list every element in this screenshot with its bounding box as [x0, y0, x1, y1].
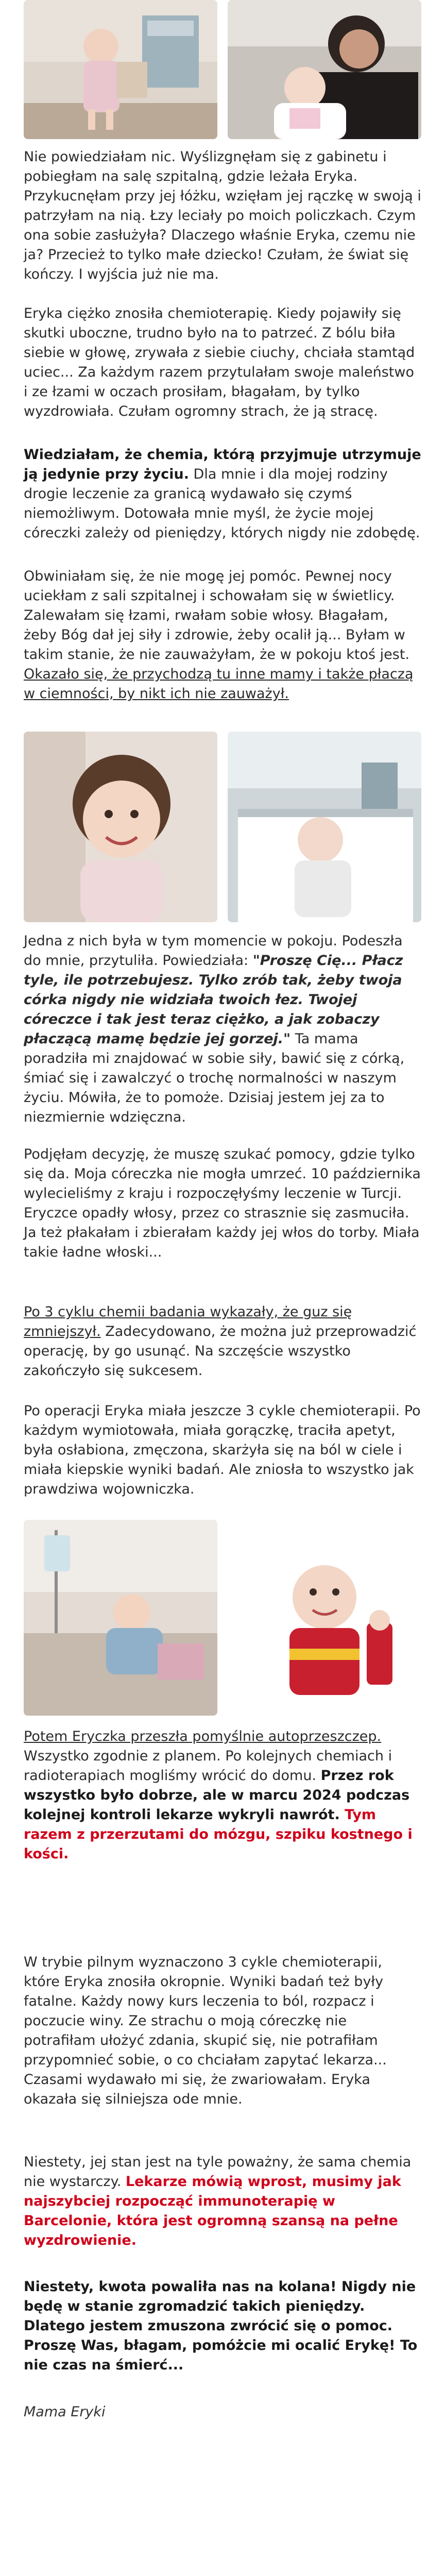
- photo-smiling-child: [24, 732, 217, 922]
- photo-child-with-iv: [24, 1520, 217, 1716]
- paragraph-4-link[interactable]: Okazało się, że przychodzą tu inne mamy i także płaczą w ciemności, by nikt ich nie zauważył.: [24, 666, 414, 702]
- photo-row-3: [24, 1520, 421, 1716]
- paragraph-6: [24, 1145, 421, 1262]
- paragraph-6-text: Podjęłam decyzję, że muszę szukać pomocy, gdzie tylko się da. Moja córeczka nie mogła umrzeć. 10 października wylecieliśmy z kraju i rozpoczęłyśmy leczenie w Turcji. Eryczce opadły włosy, przez co strasznie się zasmuciła. Ja też płakałam i zbierałam każdy jej włos do torby. Miała takie ładne włoski...: [24, 1146, 421, 1260]
- paragraph-1: [24, 147, 421, 284]
- paragraph-8: [24, 1401, 421, 1499]
- paragraph-7-link[interactable]: Po 3 cyklu chemii badania wykazały, że guz się zmniejszył.: [24, 1304, 352, 1340]
- paragraph-8-text: Po operacji Eryka miała jeszcze 3 cykle chemioterapii. Po każdym wymiotowała, miała gorączkę, traciła apetyt, była osłabiona, zmęczona, skarżyła się na ból w ciele i miała kiepskie wyniki badań. Ale zniosła to wszystko jak prawdziwa wojowniczka.: [24, 1403, 421, 1497]
- paragraph-4-text: Obwiniałam się, że nie mogę jej pomóc. Pewnej nocy uciekłam z sali szpitalnej i schowałam się w świetlicy. Zalewałam się łzami, rwałam sobie włosy. Błagałam, żeby Bóg dał jej siły i zdrowie, żeby ocalił ją... Byłam w takim stanie, że nie zauważyłam, że w pokoju ktoś jest.: [24, 568, 410, 663]
- photo-row-1: [24, 0, 421, 139]
- paragraph-10-text: W trybie pilnym wyznaczono 3 cykle chemioterapii, które Eryka znosiła okropnie. Wyniki badań też były fatalne. Każdy nowy kurs leczenia to ból, rozpacz i poczucie winy. Ze strachu o moją córeczkę nie potrafiłam ułożyć zdania, skupić się, nie potrafiłam przypomnieć sobie, o co chciałam zapytać lekarza... Czasami wydawało mi się, że zwariowałam. Eryka okazała się silniejsza ode mnie.: [24, 1954, 387, 2107]
- paragraph-5: [24, 931, 421, 1127]
- paragraph-3-bold: Wiedziałam, że chemia, którą przyjmuje utrzymuje ją jedynie przy życiu.: [24, 447, 421, 482]
- paragraph-9-link[interactable]: Potem Eryczka przeszła pomyślnie autoprzeszczep.: [24, 1728, 382, 1744]
- paragraph-10: [24, 1953, 421, 2109]
- photo-mother-holding-child: [228, 0, 421, 139]
- photo-child-in-hospital-bed: [228, 732, 421, 922]
- paragraph-2-text: Eryka ciężko znosiła chemioterapię. Kiedy pojawiły się skutki uboczne, trudno było na to patrzeć. Z bólu biła siebie w głowę, zrywała z siebie ciuchy, chciała stamtąd uciec... Za każdym razem przytulałam swoje maleństwo i ze łzami w oczach prosiłam, błagałam, by tylko wyzdrowiała. Czułam ogromny strach, że ją stracę.: [24, 306, 415, 419]
- paragraph-3-text: Dla mnie i dla mojej rodziny drogie leczenie za granicą wydawało się czymś niemożliwym. Dotowała mnie myśl, że życie mojej córeczki zależy od pieniędzy, których nigdy nie zdobędę.: [24, 466, 420, 541]
- paragraph-11-red: Lekarze mówią wprost, musimy jak najszybciej rozpocząć immunoterapię w Barcelonie, która jest ogromną szansą na pełne wyzdrowienie.: [24, 2174, 401, 2248]
- paragraph-1-text: Nie powiedziałam nic. Wyślizgnęłam się z gabinetu i pobiegłam na salę szpitalną, gdzie leżała Eryka. Przykucnęłam przy jej łóżku, wzięłam jej rączkę w swoją i patrzyłam na nią. Łzy leciały po moich policzkach. Czym ona sobie zasłużyła? Dlaczego właśnie Eryka, czemu nie ja? Przecież to tylko małe dziecko! Czułam, że świat się kończy. I wyjścia już nie ma.: [24, 149, 421, 282]
- paragraph-7: [24, 1302, 421, 1381]
- paragraph-12-text: Niestety, kwota powaliła nas na kolana! Nigdy nie będę w stanie zgromadzić takich pieniędzy. Dlatego jestem zmuszona zwrócić się o pomoc. Proszę Was, błagam, pomóżcie mi ocalić Erykę! To nie czas na śmierć...: [24, 2279, 418, 2373]
- paragraph-4: [24, 567, 421, 704]
- paragraph-7-text: Zadecydowano, że można już przeprowadzić operację, by go usunąć. Na szczęście wszystko zakończyło się sukcesem.: [24, 1324, 417, 1379]
- paragraph-5-quote: "Proszę Cię... Płacz tyle, ile potrzebujesz. Tylko zrób tak, żeby twoja córka nigdy nie widziała twoich łez. Twojej córeczce i tak jest teraz ciężko, a jak zobaczy płaczącą mamę będzie jej gorzej.": [24, 953, 403, 1047]
- paragraph-11: [24, 2153, 421, 2250]
- paragraph-3: [24, 445, 421, 543]
- paragraph-2: [24, 304, 421, 421]
- photo-girl-standing: [24, 0, 217, 139]
- photo-child-superhero-costume: [228, 1520, 421, 1716]
- paragraph-5-text-a: Jedna z nich była w tym momencie w pokoju. Podeszła do mnie, przytuliła. Powiedziała:: [24, 933, 403, 969]
- paragraph-9-bold: Przez rok wszystko było dobrze, ale w marcu 2024 podczas kolejnej kontroli lekarze wykryli nawrót.: [24, 1768, 410, 1823]
- paragraph-5-text-b: Ta mama poradziła mi znajdować w sobie siły, bawić się z córką, śmiać się i zawalczyć o trochę normalności w naszym życiu. Mówiła, że to pomoże. Dzisiaj jestem jej za to niezmiernie wdzięczna.: [24, 1031, 405, 1125]
- paragraph-9: [24, 1727, 421, 1864]
- photo-row-2: [24, 732, 421, 922]
- signature: Mama Eryki: [24, 2404, 106, 2420]
- paragraph-11-text: Niestety, jej stan jest na tyle poważny, że sama chemia nie wystarczy.: [24, 2154, 412, 2190]
- paragraph-12: [24, 2277, 421, 2375]
- paragraph-9-red: Tym razem z przerzutami do mózgu, szpiku kostnego i kości.: [24, 1807, 413, 1862]
- paragraph-9-text: Wszystko zgodnie z planem. Po kolejnych chemiach i radioterapiach mogliśmy wrócić do domu.: [24, 1748, 392, 1784]
